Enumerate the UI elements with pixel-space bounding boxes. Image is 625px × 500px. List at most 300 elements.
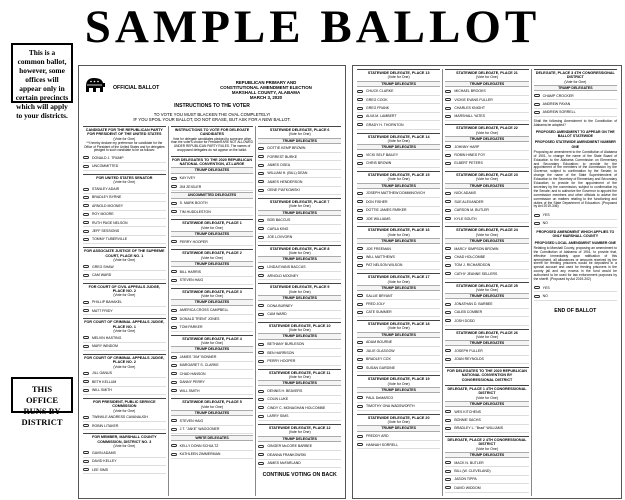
republican-elephant-icon xyxy=(83,72,107,96)
candidate-option[interactable] xyxy=(171,451,254,459)
candidate-name: JASON TIPPA xyxy=(454,477,477,482)
vote-oval[interactable] xyxy=(445,303,451,306)
vote-oval[interactable] xyxy=(445,319,451,322)
vote-oval[interactable] xyxy=(171,240,177,243)
vote-oval[interactable] xyxy=(171,419,177,422)
vote-oval[interactable] xyxy=(83,345,89,348)
vote-oval[interactable] xyxy=(445,145,451,148)
vote-oval[interactable] xyxy=(534,222,540,225)
candidate-option[interactable] xyxy=(445,476,528,484)
vote-oval[interactable] xyxy=(445,98,451,101)
vote-oval[interactable] xyxy=(445,90,451,93)
candidate-option[interactable] xyxy=(258,396,341,404)
vote-oval[interactable] xyxy=(258,219,264,222)
vote-oval[interactable] xyxy=(258,266,264,269)
candidate-option[interactable] xyxy=(445,425,528,433)
candidate-option[interactable] xyxy=(258,387,341,395)
candidate-option[interactable] xyxy=(357,104,440,112)
party-delegates-label: TRUMP DELEGATES xyxy=(357,387,440,393)
race-title: STATEWIDE DELEGATE, PLACE 9 xyxy=(258,283,341,289)
candidate-option[interactable] xyxy=(171,426,254,434)
vote-oval[interactable] xyxy=(83,372,89,375)
vote-oval[interactable] xyxy=(83,265,89,268)
vote-oval[interactable] xyxy=(445,217,451,220)
vote-oval[interactable] xyxy=(83,389,89,392)
candidate-option[interactable] xyxy=(445,484,528,492)
vote-oval[interactable] xyxy=(171,177,177,180)
candidate-option[interactable] xyxy=(357,403,440,411)
race-title: STATEWIDE DELEGATE, PLACE 22 xyxy=(445,124,528,130)
vote-oval[interactable] xyxy=(83,230,89,233)
candidate-option[interactable] xyxy=(534,211,617,219)
vote-oval[interactable] xyxy=(445,410,451,413)
vote-oval[interactable] xyxy=(357,209,363,212)
candidate-name: UNCOMMITTED xyxy=(92,164,119,169)
vote-oval[interactable] xyxy=(258,313,264,316)
candidate-option[interactable] xyxy=(445,190,528,198)
candidate-name: JOHNNY HARP xyxy=(454,144,480,149)
vote-oval[interactable] xyxy=(357,192,363,195)
candidate-option[interactable] xyxy=(171,175,254,183)
candidate-option[interactable] xyxy=(357,96,440,104)
candidate-option[interactable] xyxy=(258,413,341,421)
vote-oval[interactable] xyxy=(357,115,363,118)
candidate-option[interactable] xyxy=(83,370,166,378)
vote-oval[interactable] xyxy=(258,445,264,448)
candidate-option[interactable] xyxy=(357,113,440,121)
candidate-option[interactable] xyxy=(445,88,528,96)
candidate-option[interactable] xyxy=(445,207,528,215)
vote-for-one-label: (Vote for One) xyxy=(387,420,410,425)
vote-oval[interactable] xyxy=(171,364,177,367)
vote-oval[interactable] xyxy=(357,396,363,399)
candidate-option[interactable] xyxy=(445,459,528,467)
vote-oval[interactable] xyxy=(357,217,363,220)
vote-oval[interactable] xyxy=(258,189,264,192)
candidate-option[interactable] xyxy=(445,254,528,262)
race-block xyxy=(171,288,254,332)
vote-oval[interactable] xyxy=(258,453,264,456)
vote-oval[interactable] xyxy=(445,358,451,361)
vote-oval[interactable] xyxy=(445,461,451,464)
candidate-option[interactable] xyxy=(258,349,341,357)
candidate-option[interactable] xyxy=(357,262,440,270)
vote-oval[interactable] xyxy=(357,256,363,259)
candidate-option[interactable] xyxy=(357,215,440,223)
local-amendment-text: Relating to Marshall County, proposing an amendment to the Constitution of Alabama of 1901, to provide that, effective immediately upon ratification of this amendment, all allowances or amounts received by the sheriff for feeding prisoners would be deposited in a special account and used for feeding prisoners in the county jail and any excess in the fund would be authorized to be used for law enforcement purposes by the sheriff. (Proposed by Act 2019-202) xyxy=(533,245,617,282)
vote-oval[interactable] xyxy=(534,111,540,114)
common-ballot-note: This is a common ballot, however, some offices will appear only in certain precincts which will apply to your districts. xyxy=(11,43,73,103)
candidate-option[interactable] xyxy=(171,387,254,395)
vote-oval[interactable] xyxy=(258,406,264,409)
candidate-option[interactable] xyxy=(258,234,341,242)
vote-oval[interactable] xyxy=(357,123,363,126)
candidate-option[interactable] xyxy=(357,339,440,347)
vote-oval[interactable] xyxy=(445,209,451,212)
vote-oval[interactable] xyxy=(258,274,264,277)
vote-oval[interactable] xyxy=(445,311,451,314)
candidate-option[interactable] xyxy=(357,245,440,253)
candidate-name: PERRY HOOPER xyxy=(267,358,296,363)
candidate-option[interactable] xyxy=(258,178,341,186)
race-title: STATEWIDE DELEGATE, PLACE 25 xyxy=(445,282,528,288)
candidate-option[interactable] xyxy=(357,292,440,300)
vote-oval[interactable] xyxy=(171,453,177,456)
race-title: FOR MEMBER, MARSHALL COUNTY COMMISSION, DISTRICT NO. 3 xyxy=(83,433,166,444)
vote-oval[interactable] xyxy=(445,486,451,489)
vote-oval[interactable] xyxy=(83,309,89,312)
candidate-name: BRADLEY COX xyxy=(366,357,391,362)
candidate-option[interactable] xyxy=(258,311,341,319)
party-delegates-label: TRUMP DELEGATES xyxy=(171,231,254,237)
candidate-option[interactable] xyxy=(357,347,440,355)
vote-oval[interactable] xyxy=(258,227,264,230)
vote-oval[interactable] xyxy=(357,435,363,438)
candidate-name: CHUCK CLARKE xyxy=(366,89,394,94)
candidate-option[interactable] xyxy=(445,270,528,278)
vote-oval[interactable] xyxy=(357,349,363,352)
vote-oval[interactable] xyxy=(534,214,540,217)
vote-oval[interactable] xyxy=(357,98,363,101)
vote-oval[interactable] xyxy=(83,336,89,339)
vote-oval[interactable] xyxy=(258,390,264,393)
candidate-option[interactable] xyxy=(171,362,254,370)
candidate-option[interactable] xyxy=(445,160,528,168)
candidate-option[interactable] xyxy=(258,217,341,225)
candidate-option[interactable] xyxy=(445,300,528,308)
candidate-option[interactable] xyxy=(83,458,166,466)
vote-oval[interactable] xyxy=(83,213,89,216)
candidate-option[interactable] xyxy=(83,449,166,457)
vote-oval[interactable] xyxy=(357,162,363,165)
candidate-option[interactable] xyxy=(357,190,440,198)
candidate-option[interactable] xyxy=(445,245,528,253)
candidate-option[interactable] xyxy=(171,208,254,216)
vote-oval[interactable] xyxy=(83,416,89,419)
vote-oval[interactable] xyxy=(357,358,363,361)
vote-oval[interactable] xyxy=(534,295,540,298)
candidate-option[interactable] xyxy=(445,262,528,270)
candidate-option[interactable] xyxy=(258,187,341,195)
candidate-option[interactable] xyxy=(83,307,166,315)
race-title: CANDIDATE FOR THE REPUBLICAN PARTY FOR PRESIDENT OF THE UNITED STATES xyxy=(83,126,166,137)
vote-oval[interactable] xyxy=(83,460,89,463)
vote-oval[interactable] xyxy=(83,238,89,241)
candidate-option[interactable] xyxy=(258,404,341,412)
candidate-option[interactable] xyxy=(445,309,528,317)
race-title: FOR DELEGATES TO THE 2020 REPUBLICAN NATIONAL CONVENTION BY CONGRESSIONAL DISTRICT xyxy=(447,369,527,382)
candidate-option[interactable] xyxy=(357,394,440,402)
race-block xyxy=(171,219,254,246)
vote-oval[interactable] xyxy=(83,274,89,277)
vote-oval[interactable] xyxy=(83,221,89,224)
race-title: FOR DELEGATES TO THE 2020 REPUBLICAN NATIONAL CONVENTION, AT-LARGE xyxy=(172,157,252,167)
candidate-option[interactable] xyxy=(83,219,166,227)
vote-oval[interactable] xyxy=(357,90,363,93)
candidate-option[interactable] xyxy=(445,467,528,475)
race-block xyxy=(171,249,254,284)
race-title: STATEWIDE DELEGATE, PLACE 4 xyxy=(171,335,254,341)
candidate-name: TIM HUDDLESTON xyxy=(179,209,211,214)
race-block xyxy=(258,126,341,195)
candidate-option[interactable] xyxy=(357,198,440,206)
vote-oval[interactable] xyxy=(171,326,177,329)
candidate-option[interactable] xyxy=(445,96,528,104)
candidate-name: BRADLEY BYRNE xyxy=(92,195,122,200)
vote-for-one-label: (Vote for One) xyxy=(476,232,498,237)
statewide-amendment-heading: PROPOSED AMENDMENT TO APPEAR ON THE BALLOT STATEWIDE xyxy=(535,129,615,139)
vote-oval[interactable] xyxy=(445,427,451,430)
candidate-name: DENNIS H. BEAVERS xyxy=(267,389,303,394)
candidate-name: J.T. "JAKE" WAGGONER xyxy=(179,427,220,432)
candidate-name: GREG SHAW xyxy=(92,264,114,269)
vote-oval[interactable] xyxy=(357,264,363,267)
vote-oval[interactable] xyxy=(534,103,540,106)
vote-oval[interactable] xyxy=(258,172,264,175)
vote-oval[interactable] xyxy=(357,154,363,157)
vote-oval[interactable] xyxy=(171,444,177,447)
vote-oval[interactable] xyxy=(445,200,451,203)
candidate-option[interactable] xyxy=(357,356,440,364)
vote-oval[interactable] xyxy=(171,270,177,273)
vote-oval[interactable] xyxy=(171,185,177,188)
candidate-option[interactable] xyxy=(258,264,341,272)
candidate-option[interactable] xyxy=(445,104,528,112)
vote-oval[interactable] xyxy=(445,349,451,352)
vote-oval[interactable] xyxy=(83,301,89,304)
vote-oval[interactable] xyxy=(258,360,264,363)
candidate-name: FREDDY ARD xyxy=(366,434,389,439)
candidate-option[interactable] xyxy=(171,323,254,331)
candidate-option[interactable] xyxy=(83,202,166,210)
candidate-option[interactable] xyxy=(258,225,341,233)
candidate-option[interactable] xyxy=(258,341,341,349)
vote-oval[interactable] xyxy=(83,424,89,427)
vote-oval[interactable] xyxy=(445,107,451,110)
vote-oval[interactable] xyxy=(83,451,89,454)
candidate-option[interactable] xyxy=(258,145,341,153)
vote-oval[interactable] xyxy=(171,210,177,213)
candidate-option[interactable] xyxy=(357,254,440,262)
candidate-option[interactable] xyxy=(83,211,166,219)
vote-oval[interactable] xyxy=(171,381,177,384)
candidate-option[interactable] xyxy=(83,387,166,395)
candidate-option[interactable] xyxy=(357,309,440,317)
vote-oval[interactable] xyxy=(357,405,363,408)
candidate-option[interactable] xyxy=(357,121,440,129)
candidate-name: DONA BURNEY xyxy=(267,303,293,308)
race-title: STATEWIDE DELEGATE, PLACE 15 xyxy=(357,171,440,177)
candidate-option[interactable] xyxy=(258,451,341,459)
vote-oval[interactable] xyxy=(83,156,89,159)
vote-oval[interactable] xyxy=(445,478,451,481)
vote-oval[interactable] xyxy=(83,380,89,383)
candidate-option[interactable] xyxy=(445,347,528,355)
candidate-option[interactable] xyxy=(357,364,440,372)
vote-oval[interactable] xyxy=(445,192,451,195)
candidate-option[interactable] xyxy=(83,271,166,279)
vote-oval[interactable] xyxy=(171,202,177,205)
candidate-name: SALLIE BRYANT xyxy=(366,293,393,298)
vote-oval[interactable] xyxy=(445,247,451,250)
candidate-option[interactable] xyxy=(357,160,440,168)
candidate-name: S. MARK BOOTH xyxy=(179,201,208,206)
candidate-option[interactable] xyxy=(445,113,528,121)
vote-oval[interactable] xyxy=(357,107,363,110)
candidate-option[interactable] xyxy=(83,378,166,386)
vote-oval[interactable] xyxy=(258,180,264,183)
vote-oval[interactable] xyxy=(357,200,363,203)
candidate-option[interactable] xyxy=(83,334,166,342)
candidate-option[interactable] xyxy=(357,300,440,308)
vote-oval[interactable] xyxy=(357,311,363,314)
candidate-option[interactable] xyxy=(445,198,528,206)
vote-oval[interactable] xyxy=(258,236,264,239)
vote-oval[interactable] xyxy=(171,372,177,375)
vote-for-one-label: (Vote for One) xyxy=(288,289,311,294)
candidate-option[interactable] xyxy=(445,317,528,325)
candidate-option[interactable] xyxy=(171,442,254,450)
candidate-option[interactable] xyxy=(171,379,254,387)
candidate-option[interactable] xyxy=(258,272,341,280)
candidate-option[interactable] xyxy=(83,414,166,422)
candidate-name: CINDY C. MONAGHAN HOLCOMBE xyxy=(267,405,326,410)
candidate-option[interactable] xyxy=(83,236,166,244)
vote-oval[interactable] xyxy=(445,419,451,422)
candidate-option[interactable] xyxy=(445,408,528,416)
candidate-option[interactable] xyxy=(171,238,254,246)
vote-oval[interactable] xyxy=(258,351,264,354)
candidate-option[interactable] xyxy=(83,163,166,171)
candidate-option[interactable] xyxy=(258,170,341,178)
candidate-option[interactable] xyxy=(445,215,528,223)
candidate-option[interactable] xyxy=(171,307,254,315)
vote-oval[interactable] xyxy=(445,470,451,473)
ballot-column xyxy=(532,69,619,496)
candidate-option[interactable] xyxy=(171,417,254,425)
candidate-option[interactable] xyxy=(445,416,528,424)
race-title: STATEWIDE DELEGATE, PLACE 10 xyxy=(258,322,341,328)
vote-oval[interactable] xyxy=(83,196,89,199)
candidate-option[interactable] xyxy=(357,151,440,159)
candidate-name: LINDA EVANS BACCUS xyxy=(267,265,306,270)
vote-oval[interactable] xyxy=(534,94,540,97)
vote-oval[interactable] xyxy=(445,154,451,157)
candidate-name: DAVID WIDDOM xyxy=(454,485,481,490)
vote-oval[interactable] xyxy=(171,279,177,282)
candidate-option[interactable] xyxy=(83,466,166,474)
vote-oval[interactable] xyxy=(171,389,177,392)
vote-for-one-label: (Vote for One) xyxy=(113,408,136,413)
candidate-option[interactable] xyxy=(83,422,166,430)
candidate-option[interactable] xyxy=(357,207,440,215)
candidate-option[interactable] xyxy=(445,151,528,159)
candidate-option[interactable] xyxy=(83,299,166,307)
candidate-option[interactable] xyxy=(83,227,166,235)
vote-oval[interactable] xyxy=(83,468,89,471)
vote-oval[interactable] xyxy=(171,428,177,431)
vote-oval[interactable] xyxy=(258,343,264,346)
local-amendment-title: PROPOSED LOCAL AMENDMENT NUMBER ONE xyxy=(534,240,616,245)
candidate-option[interactable] xyxy=(83,263,166,271)
candidate-option[interactable] xyxy=(258,357,341,365)
candidate-option[interactable] xyxy=(171,200,254,208)
candidate-option[interactable] xyxy=(258,443,341,451)
vote-oval[interactable] xyxy=(83,188,89,191)
vote-oval[interactable] xyxy=(357,303,363,306)
vote-oval[interactable] xyxy=(357,341,363,344)
candidate-name: JOSH DODD xyxy=(454,318,475,323)
vote-oval[interactable] xyxy=(83,165,89,168)
vote-for-one-label: (Vote for One) xyxy=(113,364,136,369)
candidate-option[interactable] xyxy=(83,154,166,162)
candidate-name: DEANNA FRANKOWSKI xyxy=(267,452,307,457)
candidate-option[interactable] xyxy=(357,88,440,96)
candidate-option[interactable] xyxy=(171,268,254,276)
candidate-option[interactable] xyxy=(171,315,254,323)
candidate-option[interactable] xyxy=(534,92,617,100)
candidate-option[interactable] xyxy=(445,143,528,151)
candidate-option[interactable] xyxy=(258,161,341,169)
vote-oval[interactable] xyxy=(258,147,264,150)
vote-oval[interactable] xyxy=(171,317,177,320)
candidate-option[interactable] xyxy=(258,460,341,468)
vote-oval[interactable] xyxy=(258,155,264,158)
vote-oval[interactable] xyxy=(534,286,540,289)
candidate-option[interactable] xyxy=(171,354,254,362)
candidate-option[interactable] xyxy=(83,185,166,193)
candidate-option[interactable] xyxy=(171,183,254,191)
vote-oval[interactable] xyxy=(171,309,177,312)
candidate-option[interactable] xyxy=(534,100,617,108)
vote-oval[interactable] xyxy=(83,204,89,207)
candidate-option[interactable] xyxy=(83,194,166,202)
candidate-option[interactable] xyxy=(357,433,440,441)
candidate-option[interactable] xyxy=(357,441,440,449)
vote-oval[interactable] xyxy=(445,264,451,267)
candidate-option[interactable] xyxy=(534,292,617,300)
vote-oval[interactable] xyxy=(258,415,264,418)
vote-oval[interactable] xyxy=(445,256,451,259)
candidate-option[interactable] xyxy=(258,153,341,161)
candidate-option[interactable] xyxy=(83,343,166,351)
vote-oval[interactable] xyxy=(445,272,451,275)
candidate-option[interactable] xyxy=(171,277,254,285)
candidate-name: BILL (W. CLEVELAND) xyxy=(454,469,491,474)
vote-oval[interactable] xyxy=(445,162,451,165)
race-block xyxy=(445,329,528,364)
candidate-option[interactable] xyxy=(534,220,617,228)
candidate-option[interactable] xyxy=(171,370,254,378)
vote-for-one-label: (Vote for One) xyxy=(288,251,311,256)
vote-oval[interactable] xyxy=(357,294,363,297)
candidate-option[interactable] xyxy=(534,284,617,292)
vote-oval[interactable] xyxy=(357,443,363,446)
vote-oval[interactable] xyxy=(445,115,451,118)
candidate-option[interactable] xyxy=(534,109,617,117)
race-title: FOR COURT OF CRIMINAL APPEALS JUDGE, PLACE NO. 2 xyxy=(84,355,165,365)
candidate-option[interactable] xyxy=(445,356,528,364)
vote-oval[interactable] xyxy=(258,164,264,167)
vote-oval[interactable] xyxy=(258,398,264,401)
candidate-option[interactable] xyxy=(258,302,341,310)
vote-oval[interactable] xyxy=(357,247,363,250)
party-delegates-label: TRUMP DELEGATES xyxy=(258,210,341,216)
vote-oval[interactable] xyxy=(258,462,264,465)
vote-oval[interactable] xyxy=(258,304,264,307)
vote-oval[interactable] xyxy=(357,366,363,369)
vote-oval[interactable] xyxy=(171,356,177,359)
